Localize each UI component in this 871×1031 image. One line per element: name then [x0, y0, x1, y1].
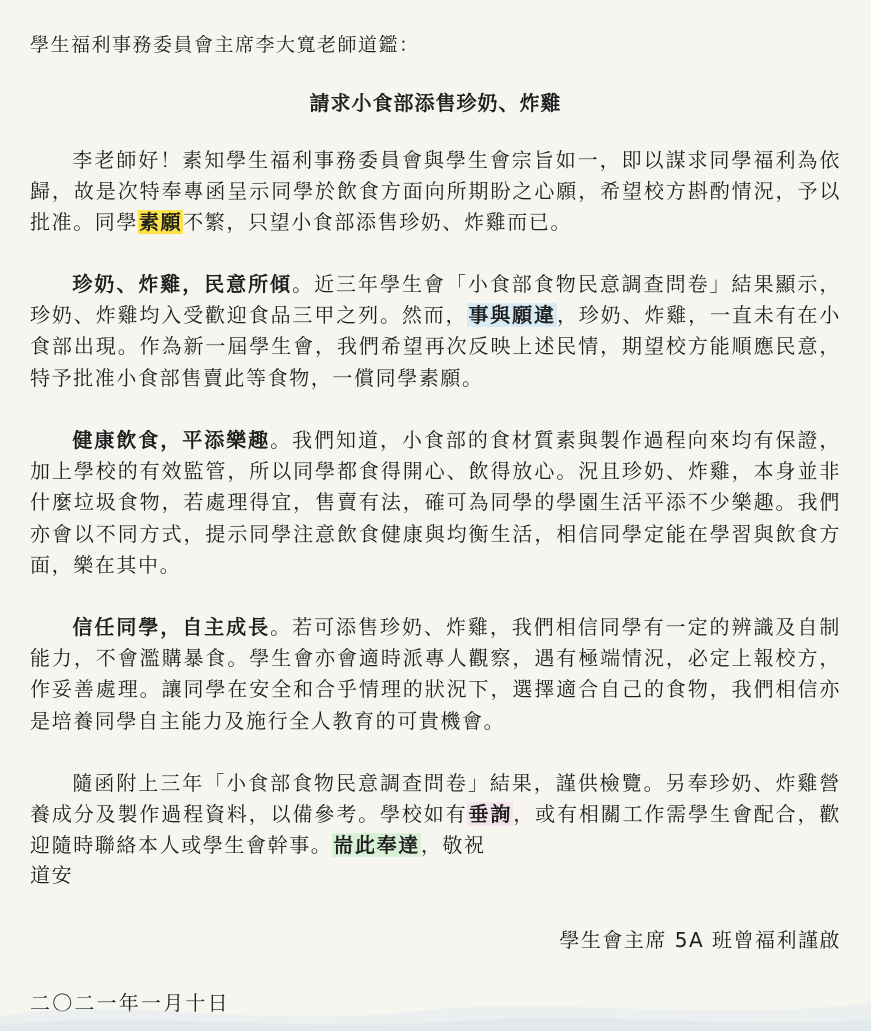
- paragraph-text: ，或有相關工作需學生會配合，歡迎隨時聯絡本人或學生會幹事。: [30, 802, 842, 858]
- paragraph-lead: 信任同學，自主成長: [72, 615, 271, 639]
- paragraph-text: 。近三年學生會「小食部食物民意調查問卷」結果顯示，珍奶、炸雞均入受歡迎食品三甲之列。然而，: [30, 272, 842, 328]
- paragraph-text: ，珍奶、炸雞，一直未有在小食部出現。作為新一屆學生會，我們希望再次反映上述民情，期望校方能順應民意，特予批准小食部售賣此等食物，一償同學素願。: [30, 303, 841, 390]
- letter-salutation: 學生福利事務委員會主席李大寬老師道鑑：: [30, 34, 420, 56]
- paragraph-text: 。我們知道，小食部的食材質素與製作過程向來均有保證，加上學校的有效監管，所以同學都食得開心、飲得放心。況且珍奶、炸雞，本身並非什麼垃圾食物，若處理得宜，售賣有法，確可為同學的學園生活平添不少樂趣。我們亦會以不同方式，提示同學注意飲食健康與均衡生活，相信同學定能在學習與飲食方面，樂在其中。: [30, 428, 841, 577]
- highlighted-phrase: 垂詢: [468, 802, 513, 827]
- letter-date: 二〇二一年一月十日: [30, 991, 230, 1015]
- letter-signature: 學生會主席 5A 班曾福利謹啟: [559, 928, 841, 952]
- paragraph-healthy-eating: [30, 425, 841, 581]
- paragraph-lead: 珍奶、炸雞，民意所傾: [72, 272, 293, 296]
- highlighted-phrase: 耑此奉達: [333, 833, 420, 858]
- paragraph-public-opinion: [30, 269, 841, 394]
- paragraph-greeting: [30, 145, 841, 239]
- letter-subject: 請求小食部添售珍奶、炸雞: [309, 91, 562, 115]
- paragraph-attachments: [30, 768, 841, 862]
- decorative-wave: [0, 941, 871, 1031]
- paragraph-trust-students: [30, 612, 841, 737]
- paragraph-text: 不繁，只望小食部添售珍奶、炸雞而已。: [183, 210, 573, 235]
- paragraph-lead: 健康飲食，平添樂趣: [72, 428, 271, 452]
- paragraph-text: 。若可添售珍奶、炸雞，我們相信同學有一定的辨識及自制能力，不會濫購暴食。學生會亦會適時派專人觀察，遇有極端情況，必定上報校方，作妥善處理。讓同學在安全和合乎情理的狀況下，選擇適合自己的食物，我們相信亦是培養同學自主能力及施行全人教育的可貴機會。: [30, 615, 841, 733]
- paragraph-text: 李老師好！素知學生福利事務委員會與學生會宗旨如一，即以謀求同學福利為依歸，故是次特奉專函呈示同學於飲食方面向所期盼之心願，希望校方斟酌情況，予以批准。同學: [30, 148, 841, 235]
- paragraph-text: ，敬祝: [420, 833, 486, 858]
- paragraph-text: 隨函附上三年「小食部食物民意調查問卷」結果，謹供檢覽。另奉珍奶、炸雞營養成分及製作過程資料，以備參考。學校如有: [30, 771, 841, 827]
- letter-closing: 道安: [30, 863, 74, 887]
- highlighted-phrase: 素願: [139, 210, 183, 235]
- highlighted-phrase: 事與願違: [468, 303, 556, 328]
